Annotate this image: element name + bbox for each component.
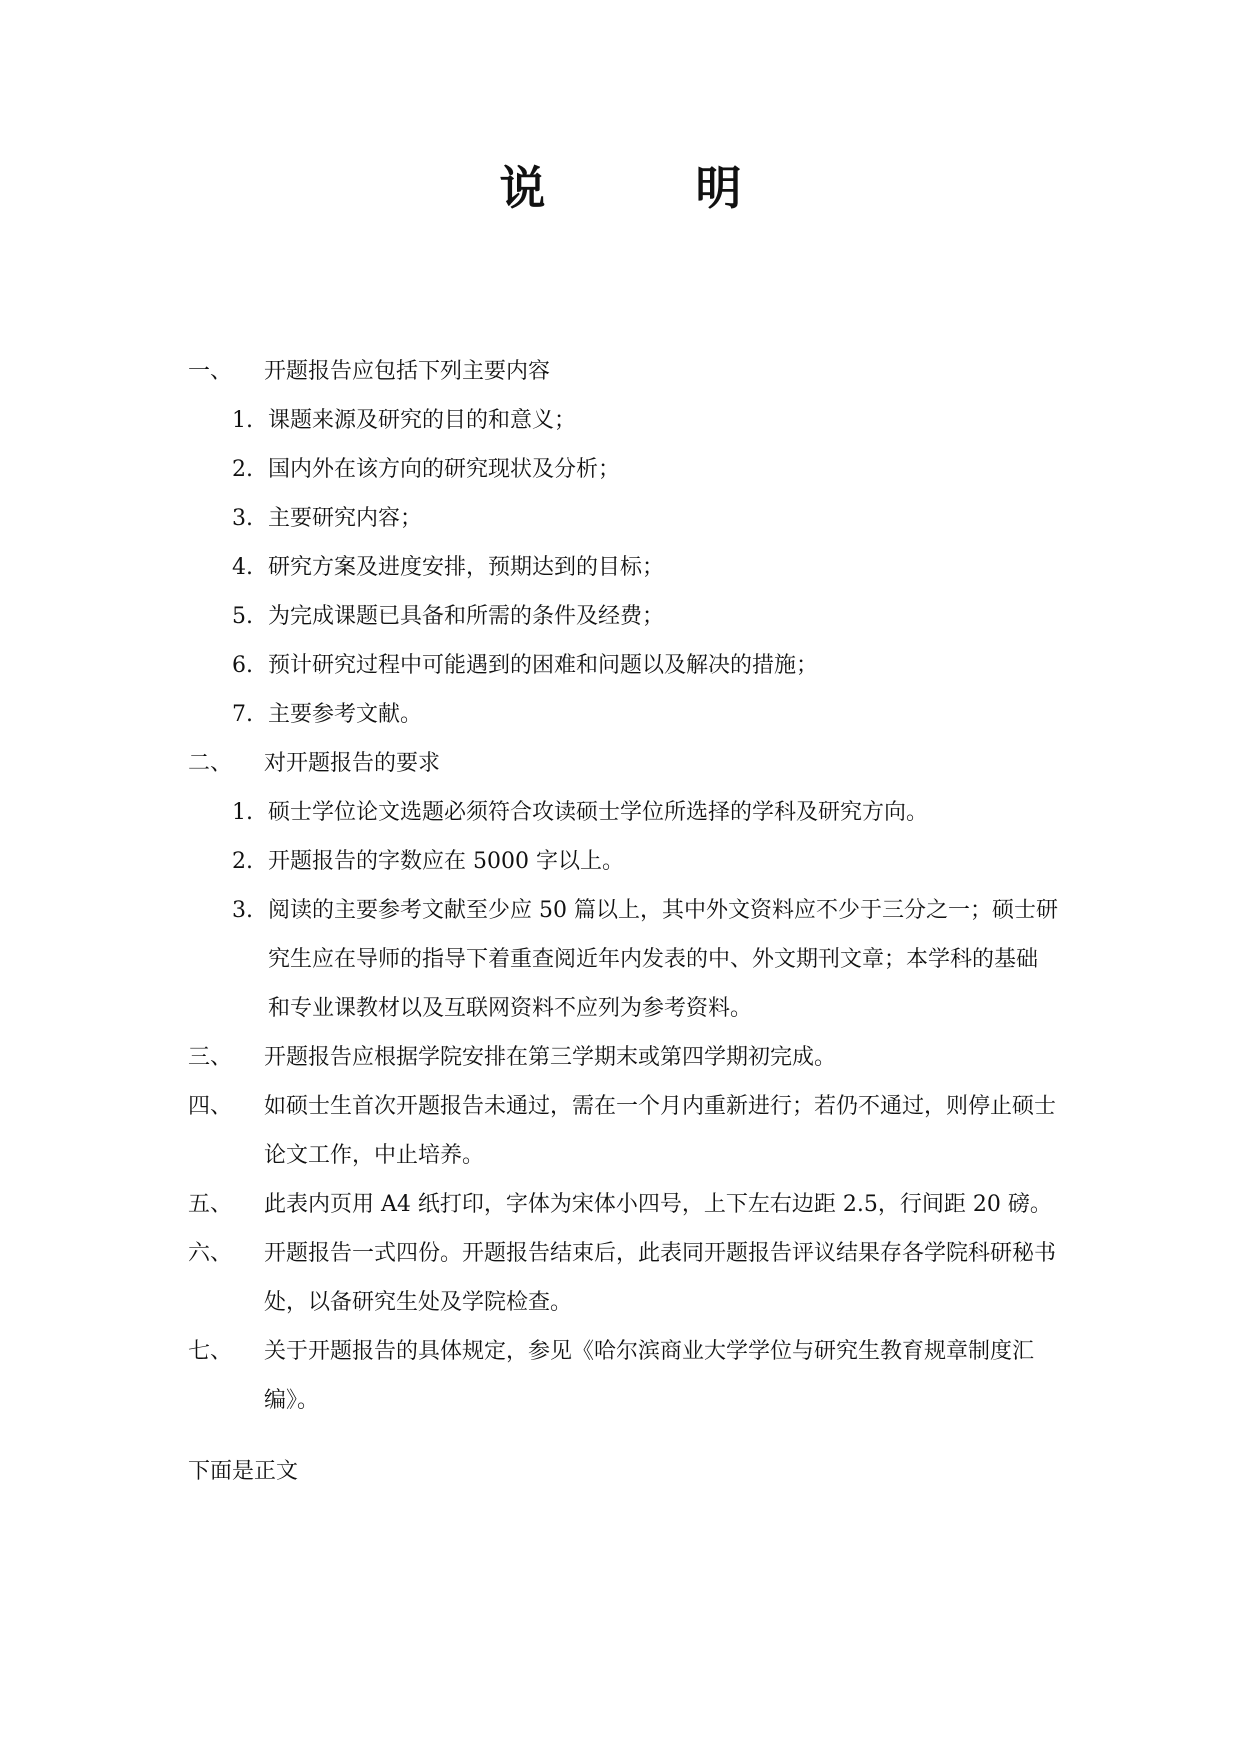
item-number: 2. [232, 457, 253, 482]
list-item [188, 690, 1058, 739]
section-1 [188, 347, 1058, 396]
instructions-body [188, 347, 1058, 1496]
section-heading: 开题报告应包括下列主要内容 [264, 359, 551, 384]
item-number: 1. [232, 408, 253, 433]
section-heading: 对开题报告的要求 [264, 751, 441, 776]
section-text: 开题报告一式四份。开题报告结束后，此表同开题报告评议结果存各学院科研秘书处，以备研究生处及学院检查。 [264, 1241, 1057, 1315]
list-item [188, 837, 1058, 886]
page-title [0, 152, 1241, 218]
item-text: 国内外在该方向的研究现状及分析； [268, 457, 621, 482]
section-text: 如硕士生首次开题报告未通过，需在一个月内重新进行；若仍不通过，则停止硕士论文工作，中止培养。 [264, 1094, 1057, 1168]
list-item [188, 543, 1058, 592]
section-number: 六、 [188, 1241, 233, 1266]
section-number: 一、 [188, 359, 233, 384]
section-5 [188, 1180, 1058, 1229]
section-number: 二、 [188, 751, 233, 776]
item-text: 预计研究过程中可能遇到的困难和问题以及解决的措施； [268, 653, 819, 678]
list-item [188, 641, 1058, 690]
item-text: 硕士学位论文选题必须符合攻读硕士学位所选择的学科及研究方向。 [268, 800, 929, 825]
item-text: 阅读的主要参考文献至少应 50 篇以上，其中外文资料应不少于三分之一；硕士研究生应在导师的指导下着重查阅近年内发表的中、外文期刊文章；本学科的基础和专业课教材以及互联网资料不应列为参考资料。 [268, 898, 1058, 1021]
footer-note: 下面是正文 [188, 1459, 299, 1484]
section-text: 关于开题报告的具体规定，参见《哈尔滨商业大学学位与研究生教育规章制度汇编》。 [264, 1339, 1035, 1413]
item-number: 6. [232, 653, 253, 678]
item-text: 开题报告的字数应在 5000 字以上。 [268, 849, 624, 874]
section-number: 四、 [188, 1094, 233, 1119]
title-char-1: 说 [499, 161, 546, 215]
list-item [188, 592, 1058, 641]
item-number: 7. [232, 702, 253, 727]
section-4 [188, 1082, 1058, 1180]
section-text: 开题报告应根据学院安排在第三学期末或第四学期初完成。 [264, 1045, 837, 1070]
list-item [188, 396, 1058, 445]
section-number: 五、 [188, 1192, 233, 1217]
item-text: 主要研究内容； [268, 506, 423, 531]
item-number: 5. [232, 604, 253, 629]
section-6 [188, 1229, 1058, 1327]
item-text: 为完成课题已具备和所需的条件及经费； [268, 604, 665, 629]
list-item [188, 445, 1058, 494]
list-item [188, 494, 1058, 543]
section-text: 此表内页用 A4 纸打印，字体为宋体小四号，上下左右边距 2.5，行间距 20 磅。 [264, 1192, 1052, 1217]
item-text: 研究方案及进度安排，预期达到的目标； [268, 555, 665, 580]
section-3 [188, 1033, 1058, 1082]
item-number: 1. [232, 800, 253, 825]
section-number: 三、 [188, 1045, 233, 1070]
item-text: 主要参考文献。 [268, 702, 423, 727]
section-number: 七、 [188, 1339, 233, 1364]
title-char-2: 明 [695, 161, 742, 215]
item-number: 2. [232, 849, 253, 874]
section-7 [188, 1327, 1058, 1425]
list-item [188, 788, 1058, 837]
item-number: 3. [232, 898, 253, 923]
item-number: 3. [232, 506, 253, 531]
section-2 [188, 739, 1058, 788]
item-number: 4. [232, 555, 253, 580]
list-item [188, 886, 1058, 1033]
item-text: 课题来源及研究的目的和意义； [268, 408, 577, 433]
